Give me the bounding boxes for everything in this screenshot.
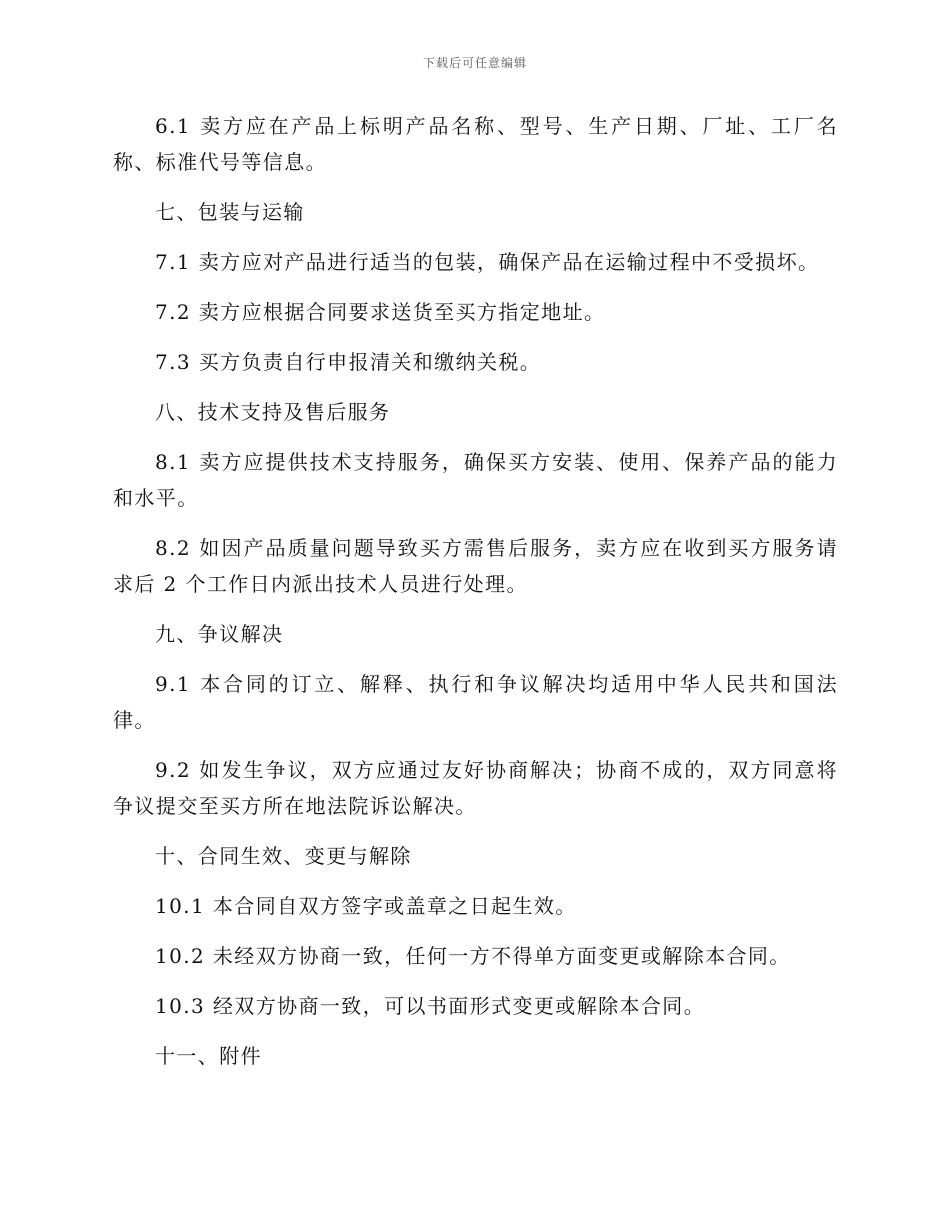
section-heading-8: 八、技术支持及售后服务 xyxy=(155,400,391,424)
document-body xyxy=(113,108,838,1088)
clause-9-1: 9.1 本合同的订立、解释、执行和争议解决均适用中华人民共和国法律。 xyxy=(113,672,838,732)
clause-6-1: 6.1 卖方应在产品上标明产品名称、型号、生产日期、厂址、工厂名称、标准代号等信息。 xyxy=(113,114,838,174)
clause-9-2: 9.2 如发生争议，双方应通过友好协商解决；协商不成的，双方同意将争议提交至买方所在地法院诉讼解决。 xyxy=(113,758,838,818)
clause-7-1: 7.1 卖方应对产品进行适当的包装，确保产品在运输过程中不受损坏。 xyxy=(155,250,820,274)
clause-7-2: 7.2 卖方应根据合同要求送货至买方指定地址。 xyxy=(155,300,606,324)
section-heading-10: 十、合同生效、变更与解除 xyxy=(155,844,412,868)
section-heading-9: 九、争议解决 xyxy=(155,622,284,646)
clause-10-3: 10.3 经双方协商一致，可以书面形式变更或解除本合同。 xyxy=(155,994,706,1018)
clause-8-2: 8.2 如因产品质量问题导致买方需售后服务，卖方应在收到买方服务请求后 2 个工作日内派出技术人员进行处理。 xyxy=(113,536,838,596)
clause-8-1: 8.1 卖方应提供技术支持服务，确保买方安装、使用、保养产品的能力和水平。 xyxy=(113,450,838,510)
clause-10-1: 10.1 本合同自双方签字或盖章之日起生效。 xyxy=(155,894,577,918)
section-heading-11: 十一、附件 xyxy=(155,1044,262,1068)
clause-10-2: 10.2 未经双方协商一致，任何一方不得单方面变更或解除本合同。 xyxy=(155,944,791,968)
clause-7-3: 7.3 买方负责自行申报清关和缴纳关税。 xyxy=(155,350,542,374)
section-heading-7: 七、包装与运输 xyxy=(155,200,305,224)
page-header: 下载后可任意编辑 xyxy=(422,56,527,70)
